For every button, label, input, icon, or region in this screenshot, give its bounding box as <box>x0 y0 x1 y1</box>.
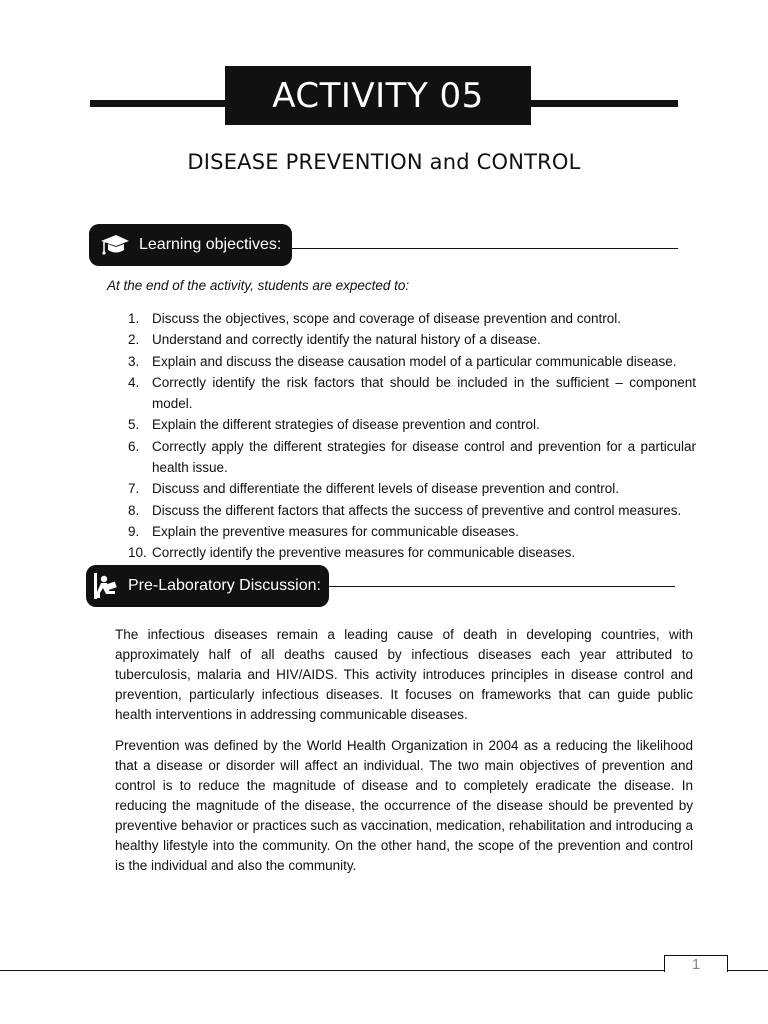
objectives-list <box>128 308 696 564</box>
page-subtitle: DISEASE PREVENTION and CONTROL <box>187 150 581 174</box>
list-item-number: 7. <box>128 481 140 497</box>
pre-lab-heading <box>86 565 329 607</box>
list-item-text: Discuss and differentiate the different levels of disease prevention and control. <box>152 481 620 497</box>
activity-title: ACTIVITY 05 <box>225 66 531 125</box>
footer-rule-left <box>0 970 665 971</box>
learning-objectives-heading <box>89 224 292 266</box>
list-item-number: 8. <box>128 502 140 518</box>
objectives-intro: At the end of the activity, students are expected to: <box>107 278 410 293</box>
list-item-text: Explain and discuss the disease causation model of a particular communicable disease. <box>152 353 677 369</box>
graduation-cap-icon <box>97 233 133 257</box>
list-item-text: Explain the different strategies of disease prevention and control. <box>152 417 540 433</box>
learning-objectives-rule <box>292 248 678 249</box>
list-item-number: 9. <box>128 523 140 539</box>
reading-person-icon <box>90 571 122 601</box>
list-item-text: Explain the preventive measures for communicable diseases. <box>152 523 519 539</box>
list-item-number: 3. <box>128 353 140 369</box>
title-rule-left <box>90 100 230 107</box>
list-item-number: 1. <box>128 311 140 326</box>
list-item-text: Understand and correctly identify the natural history of a disease. <box>152 332 541 348</box>
list-item <box>128 329 696 350</box>
list-item <box>128 436 696 479</box>
pre-lab-paragraph: The infectious diseases remain a leading cause of death in developing countries, with approximately half of all deaths caused by infectious diseases each year attributed to tuberculosis, malaria and HIV/AIDS. This activity introduces principles in disease control and prevention, particularly infectious diseases. It focuses on frameworks that can guide public health interventions in addressing communicable diseases. <box>115 627 693 722</box>
list-item-number: 5. <box>128 417 140 433</box>
list-item <box>128 308 696 329</box>
list-item-text: Correctly apply the different strategies for disease control and prevention for a particular health issue. <box>152 438 696 476</box>
title-rule-right <box>526 100 678 107</box>
footer-rule-right <box>726 970 768 971</box>
list-item-text: Correctly identify the preventive measures for communicable diseases. <box>152 545 576 561</box>
list-item-number: 4. <box>128 374 140 390</box>
list-item <box>128 372 696 415</box>
list-item <box>128 500 696 521</box>
list-item <box>128 542 696 563</box>
list-item-number: 10. <box>128 545 147 561</box>
list-item-text: Discuss the objectives, scope and coverage of disease prevention and control. <box>152 311 622 326</box>
list-item <box>128 478 696 499</box>
list-item <box>128 414 696 435</box>
list-item-text: Correctly identify the risk factors that should be included in the sufficient – component model. <box>152 374 696 412</box>
pre-lab-label: Pre-Laboratory Discussion: <box>128 577 321 594</box>
page-number: 1 <box>691 956 701 973</box>
list-item <box>128 521 696 542</box>
pre-lab-rule <box>329 586 675 587</box>
list-item-number: 2. <box>128 332 140 348</box>
list-item <box>128 351 696 372</box>
learning-objectives-label: Learning objectives: <box>139 236 282 253</box>
list-item-number: 6. <box>128 438 140 454</box>
pre-lab-paragraph: Prevention was defined by the World Health Organization in 2004 as a reducing the likelihood that a disease or disorder will affect an individual. The two main objectives of prevention and control is to reduce the magnitude of disease and to completely eradicate the disease. In reducing the magnitude of the disease, the occurrence of the disease should be prevented by preventive behavior or practices such as vaccination, medication, rehabilitation and introducing a healthy lifestyle into the community. On the other hand, the scope of the prevention and control is the individual and also the community. <box>115 738 693 873</box>
list-item-text: Discuss the different factors that affects the success of preventive and control measures. <box>152 502 682 518</box>
